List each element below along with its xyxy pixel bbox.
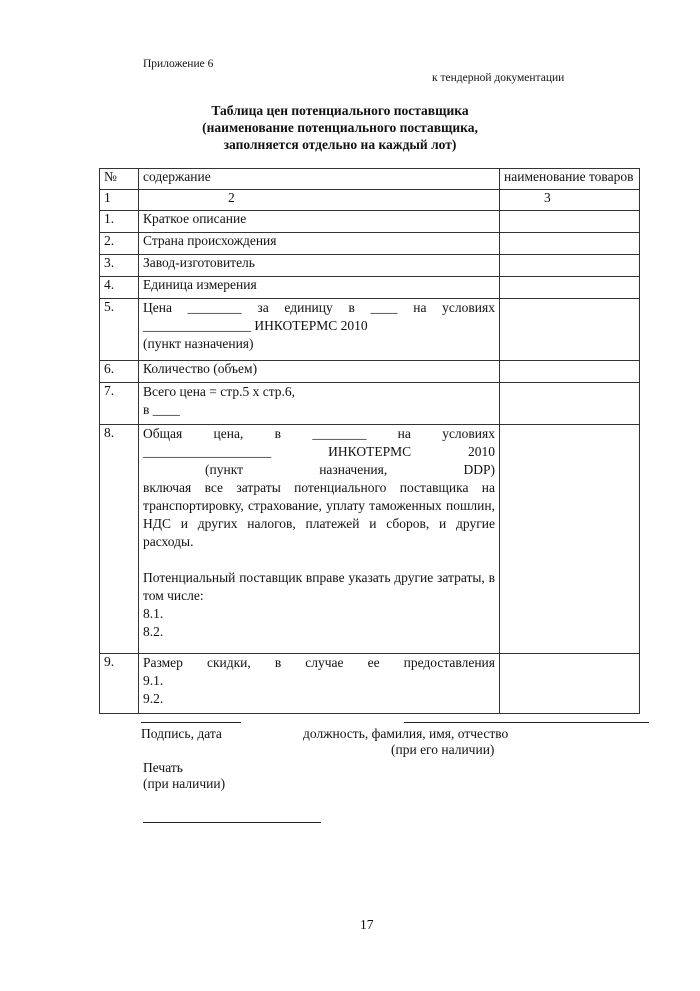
- appendix-label: Приложение 6: [143, 58, 214, 70]
- header-goods: наименование товаров: [500, 169, 640, 190]
- discount-line-1: Размер скидки, в случае ее предоставления: [143, 655, 495, 670]
- table-row: [100, 211, 640, 233]
- row-content: Краткое описание: [139, 211, 500, 233]
- header-content: содержание: [139, 169, 500, 190]
- sign-date-label: Подпись, дата: [141, 726, 222, 741]
- sub-item: 8.2.: [143, 624, 164, 639]
- name-line: [404, 722, 649, 723]
- total-line-3: (пункт назначения, DDP): [205, 462, 495, 477]
- total-line-2: ___________________ ИНКОТЕРМС 2010: [143, 444, 495, 459]
- row-goods-cell: [500, 383, 640, 425]
- row-content: [139, 299, 500, 361]
- total-description: включая все затраты потенциального поставщика на транспортировку, страхование, уплату таможенных пошлин, НДС и других налогов, платежей и сборов, и другие расходы.: [143, 480, 495, 549]
- position-name-label: должность, фамилия, имя, отчество: [303, 726, 509, 741]
- table-row: [100, 255, 640, 277]
- price-table: [99, 168, 640, 714]
- row-number: 4.: [100, 277, 139, 299]
- row-content: Завод-изготовитель: [139, 255, 500, 277]
- row-goods-cell: [500, 299, 640, 361]
- price-line-3: (пункт назначения): [143, 336, 254, 351]
- col-number-2: 2: [228, 190, 235, 205]
- document-title: [150, 102, 530, 153]
- row-goods-cell: [500, 255, 640, 277]
- other-costs-note: Потенциальный поставщик вправе указать другие затраты, в том числе:: [143, 570, 495, 603]
- table-row: [100, 361, 640, 383]
- appendix-to-label: к тендерной документации: [432, 72, 565, 84]
- row-goods-cell: [500, 654, 640, 714]
- title-line-3: заполняется отдельно на каждый лот): [223, 137, 457, 152]
- table-row: [100, 299, 640, 361]
- row-goods-cell: [500, 277, 640, 299]
- stamp-line: [143, 822, 321, 823]
- row-number: 6.: [100, 361, 139, 383]
- table-row: [100, 233, 640, 255]
- row-goods-cell: [500, 233, 640, 255]
- col-number-3: 3: [544, 190, 551, 205]
- sub-item: 9.2.: [143, 691, 164, 706]
- signature-line: [141, 722, 241, 723]
- table-numbers-row: [100, 190, 640, 211]
- title-line-2: (наименование потенциального поставщика,: [202, 120, 478, 135]
- row-number: 1.: [100, 211, 139, 233]
- table-row: [100, 277, 640, 299]
- price-line-2: ________________ ИНКОТЕРМС 2010: [143, 318, 368, 333]
- row-number: 9.: [100, 654, 139, 714]
- table-row: [100, 654, 640, 714]
- page-number: 17: [360, 917, 374, 932]
- stamp-label: Печать: [143, 760, 183, 775]
- table-row: [100, 383, 640, 425]
- sub-item: 8.1.: [143, 606, 164, 621]
- row-content: Единица измерения: [139, 277, 500, 299]
- table-row: [100, 425, 640, 654]
- row-content: Страна происхождения: [139, 233, 500, 255]
- col-number-1: 1: [100, 190, 139, 211]
- row-number: 8.: [100, 425, 139, 654]
- header-num: №: [100, 169, 139, 190]
- row-content: Количество (объем): [139, 361, 500, 383]
- price-line-1: Цена ________ за единицу в ____ на условиях: [143, 300, 495, 315]
- row-number: 7.: [100, 383, 139, 425]
- table-header-row: [100, 169, 640, 190]
- row-goods-cell: [500, 211, 640, 233]
- row-goods-cell: [500, 361, 640, 383]
- row-goods-cell: [500, 425, 640, 654]
- row-number: 2.: [100, 233, 139, 255]
- if-any-label: (при его наличии): [391, 742, 495, 757]
- total-line-1: Общая цена, в ________ на условиях: [143, 426, 495, 441]
- row-number: 3.: [100, 255, 139, 277]
- title-line-1: Таблица цен потенциального поставщика: [211, 103, 469, 118]
- row-content: [139, 425, 500, 654]
- row-content: Всего цена = стр.5 х стр.6, в ____: [139, 383, 500, 425]
- row-number: 5.: [100, 299, 139, 361]
- stamp-if-any-label: (при наличии): [143, 776, 226, 791]
- row-content: [139, 654, 500, 714]
- sub-item: 9.1.: [143, 673, 164, 688]
